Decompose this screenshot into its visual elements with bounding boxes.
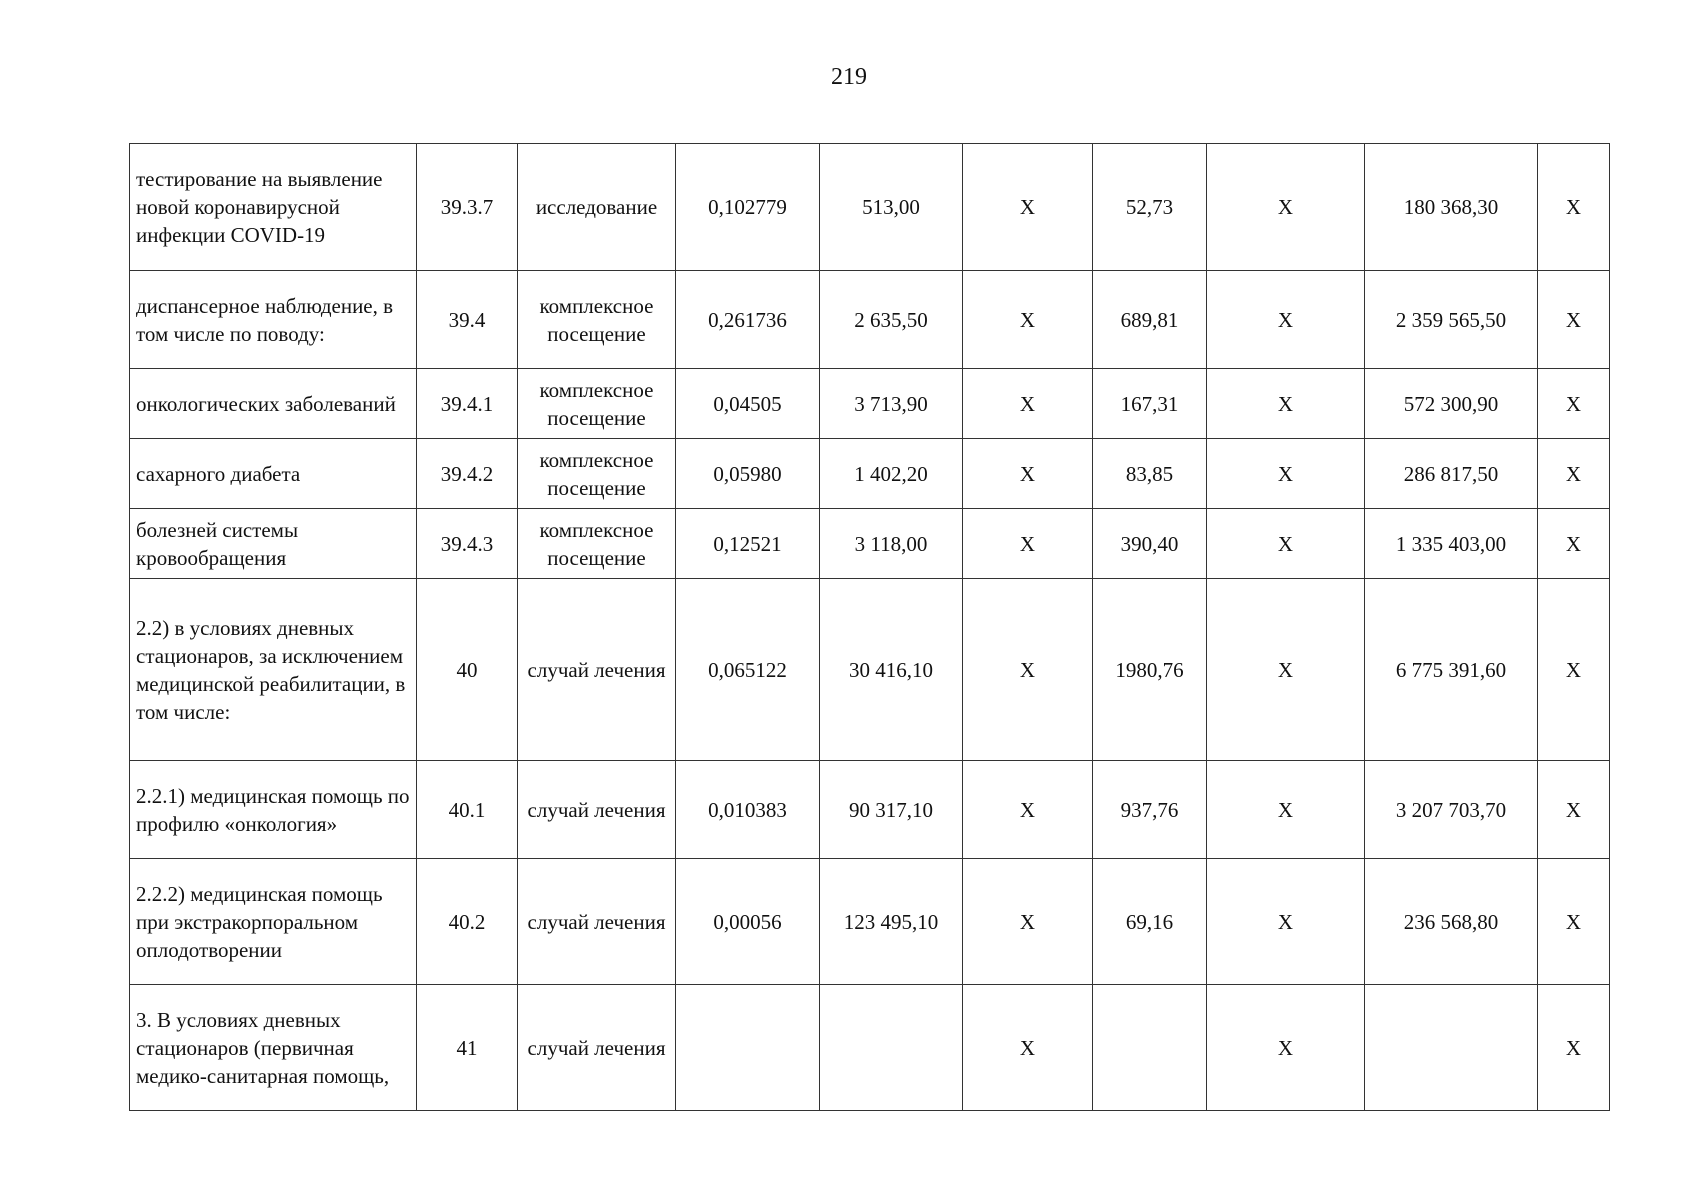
row-value-cell: 3 713,90 [820,369,963,439]
row-value-cell: 0,05980 [676,439,820,509]
row-unit-cell: комплексное посещение [518,271,676,369]
row-value-cell: 0,065122 [676,579,820,761]
row-name-cell: болезней системы кровообращения [130,509,417,579]
row-x-cell: X [1538,439,1610,509]
row-x-cell: X [963,439,1093,509]
row-value-cell: 236 568,80 [1365,859,1538,985]
row-x-cell: X [963,985,1093,1111]
row-x-cell: X [963,761,1093,859]
row-x-cell: X [963,369,1093,439]
row-value-cell: 180 368,30 [1365,144,1538,271]
row-value-cell [1093,985,1207,1111]
row-x-cell: X [1538,985,1610,1111]
row-code-cell: 40.1 [417,761,518,859]
row-code-cell: 39.4.3 [417,509,518,579]
row-code-cell: 40 [417,579,518,761]
row-value-cell: 2 635,50 [820,271,963,369]
row-x-cell: X [1207,509,1365,579]
row-x-cell: X [963,509,1093,579]
row-x-cell: X [1207,985,1365,1111]
row-value-cell: 83,85 [1093,439,1207,509]
row-x-cell: X [1538,144,1610,271]
row-unit-cell: комплексное посещение [518,439,676,509]
row-x-cell: X [1538,859,1610,985]
row-value-cell [820,985,963,1111]
row-value-cell: 167,31 [1093,369,1207,439]
row-x-cell: X [1538,271,1610,369]
row-name-cell: 2.2.2) медицинская помощь при экстракорпоральном оплодотворении [130,859,417,985]
row-x-cell: X [963,271,1093,369]
row-code-cell: 39.4.1 [417,369,518,439]
row-x-cell: X [1207,369,1365,439]
table-row [130,369,1610,439]
row-name-cell: тестирование на выявление новой коронавирусной инфекции COVID-19 [130,144,417,271]
row-name-cell: диспансерное наблюдение, в том числе по поводу: [130,271,417,369]
row-value-cell: 0,04505 [676,369,820,439]
row-code-cell: 39.3.7 [417,144,518,271]
row-x-cell: X [1538,369,1610,439]
row-x-cell: X [1207,144,1365,271]
row-value-cell: 90 317,10 [820,761,963,859]
row-x-cell: X [1207,439,1365,509]
row-value-cell: 513,00 [820,144,963,271]
table-row [130,859,1610,985]
row-value-cell: 123 495,10 [820,859,963,985]
row-x-cell: X [1207,859,1365,985]
row-value-cell: 689,81 [1093,271,1207,369]
row-unit-cell: случай лечения [518,859,676,985]
row-x-cell: X [1207,761,1365,859]
row-x-cell: X [1538,509,1610,579]
row-value-cell: 572 300,90 [1365,369,1538,439]
row-x-cell: X [1538,579,1610,761]
row-value-cell: 69,16 [1093,859,1207,985]
row-value-cell: 2 359 565,50 [1365,271,1538,369]
row-value-cell: 0,102779 [676,144,820,271]
row-value-cell: 390,40 [1093,509,1207,579]
row-value-cell: 3 207 703,70 [1365,761,1538,859]
row-unit-cell: исследование [518,144,676,271]
row-value-cell: 52,73 [1093,144,1207,271]
row-code-cell: 41 [417,985,518,1111]
row-x-cell: X [963,144,1093,271]
row-value-cell: 6 775 391,60 [1365,579,1538,761]
row-name-cell: онкологических заболеваний [130,369,417,439]
row-x-cell: X [963,859,1093,985]
page-number: 219 [831,64,867,90]
row-name-cell: 2.2) в условиях дневных стационаров, за исключением медицинской реабилитации, в том числе: [130,579,417,761]
row-value-cell: 1980,76 [1093,579,1207,761]
row-name-cell: 3. В условиях дневных стационаров (первичная медико-санитарная помощь, [130,985,417,1111]
row-x-cell: X [1538,761,1610,859]
data-table [129,143,1610,1111]
table-row [130,579,1610,761]
row-code-cell: 39.4 [417,271,518,369]
row-value-cell: 0,00056 [676,859,820,985]
row-value-cell: 0,261736 [676,271,820,369]
row-value-cell: 3 118,00 [820,509,963,579]
row-unit-cell: случай лечения [518,761,676,859]
table-row [130,271,1610,369]
row-name-cell: 2.2.1) медицинская помощь по профилю «онкология» [130,761,417,859]
row-value-cell: 937,76 [1093,761,1207,859]
row-value-cell: 286 817,50 [1365,439,1538,509]
row-unit-cell: комплексное посещение [518,509,676,579]
table-row [130,985,1610,1111]
table-row [130,144,1610,271]
row-value-cell: 30 416,10 [820,579,963,761]
row-value-cell: 0,12521 [676,509,820,579]
row-value-cell: 1 335 403,00 [1365,509,1538,579]
row-unit-cell: комплексное посещение [518,369,676,439]
row-x-cell: X [1207,271,1365,369]
row-unit-cell: случай лечения [518,985,676,1111]
row-x-cell: X [963,579,1093,761]
row-code-cell: 39.4.2 [417,439,518,509]
row-code-cell: 40.2 [417,859,518,985]
row-value-cell [676,985,820,1111]
row-name-cell: сахарного диабета [130,439,417,509]
row-x-cell: X [1207,579,1365,761]
row-value-cell: 1 402,20 [820,439,963,509]
row-unit-cell: случай лечения [518,579,676,761]
table-row [130,509,1610,579]
table-row [130,761,1610,859]
row-value-cell: 0,010383 [676,761,820,859]
table-row [130,439,1610,509]
row-value-cell [1365,985,1538,1111]
